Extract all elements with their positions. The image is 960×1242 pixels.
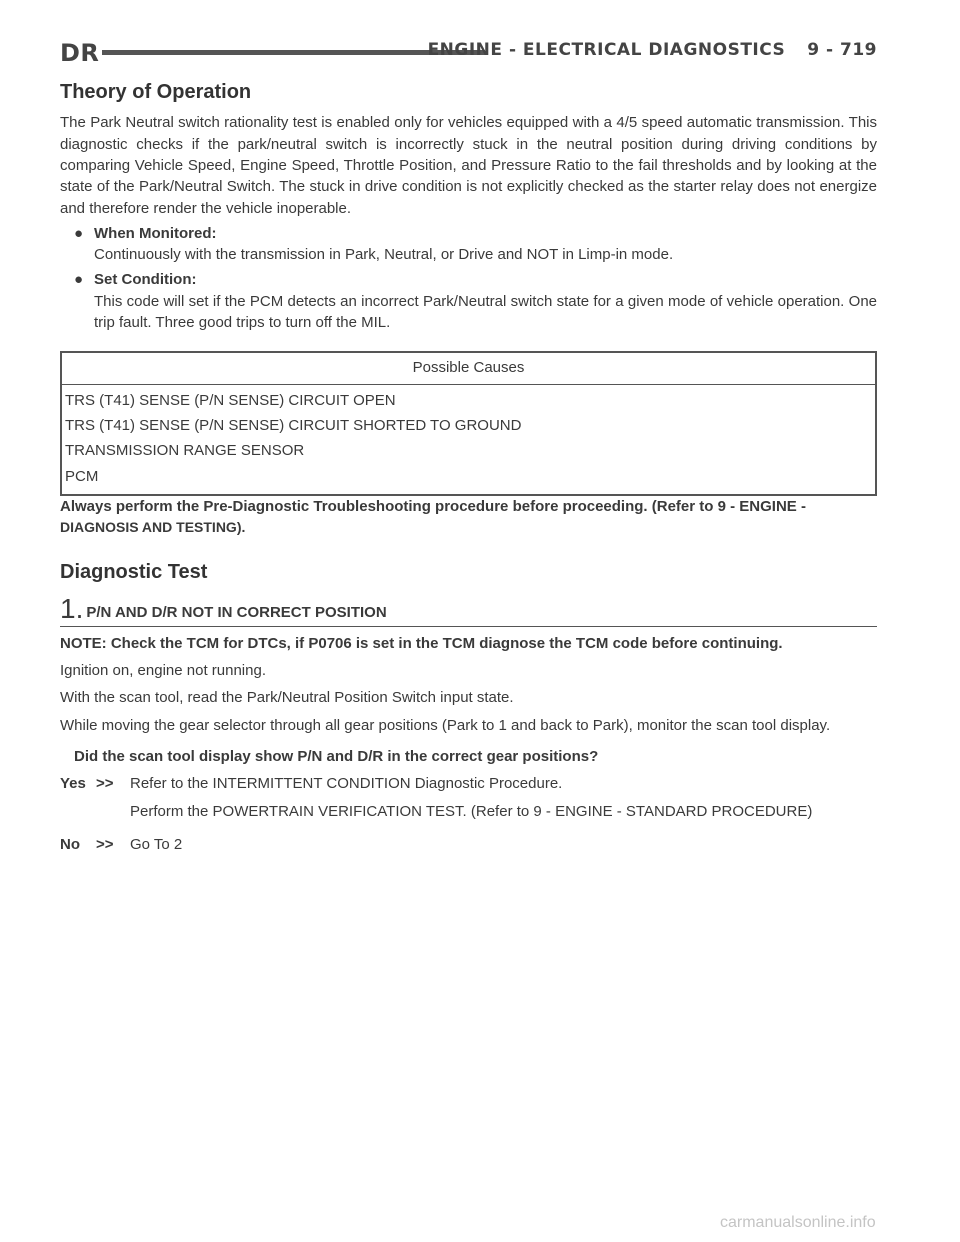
- page-header: [60, 36, 877, 67]
- answer-label: No: [60, 835, 80, 853]
- bullet-title: When Monitored:: [94, 224, 217, 242]
- step-title: P/N AND D/R NOT IN CORRECT POSITION: [86, 603, 387, 621]
- answer-arrow: >>: [96, 775, 114, 793]
- causes-header: Possible Causes: [62, 353, 875, 384]
- step-header: [60, 592, 877, 627]
- cause-item: TRS (T41) SENSE (P/N SENSE) CIRCUIT SHORTED TO GROUND: [65, 416, 522, 434]
- diagnostic-question: Did the scan tool display show P/N and D/R in the correct gear positions?: [74, 748, 599, 766]
- bullet-icon: ●: [74, 224, 84, 242]
- causes-list: [62, 385, 875, 494]
- answer-label: Yes: [60, 775, 86, 793]
- answer-arrow: >>: [96, 835, 114, 853]
- bullet-icon: ●: [74, 271, 84, 289]
- answer-line: Refer to the INTERMITTENT CONDITION Diagnostic Procedure.: [130, 775, 563, 793]
- page-content: [60, 78, 877, 861]
- bullet-text: This code will set if the PCM detects an incorrect Park/Neutral switch state for a given mode of vehicle operation. One trip fault. Three good trips to turn off the MIL.: [94, 292, 877, 332]
- bullet-item: [60, 269, 877, 333]
- theory-paragraph: The Park Neutral switch rationality test is enabled only for vehicles equipped with a 4/5 speed automatic transmission. This diagnostic checks if the park/neutral switch is incorrectly stuck in the neutral position during driving conditions by comparing Vehicle Speed, Engine Speed, Throttle Position, and Pressure Ratio to the fail thresholds and by looking at the state of the Park/Neutral Switch. The stuck in drive condition is not explicitly checked as the starter relay does not energize and therefore render the vehicle inoperable.: [60, 114, 877, 217]
- header-title: [428, 38, 877, 62]
- cause-item: TRS (T41) SENSE (P/N SENSE) CIRCUIT OPEN: [65, 391, 396, 409]
- diagnostic-heading: Diagnostic Test: [60, 561, 208, 584]
- step-number: 1.: [60, 592, 84, 624]
- instruction: While moving the gear selector through all gear positions (Park to 1 and back to Park), monitor the scan tool display.: [60, 716, 831, 734]
- bullet-item: [60, 223, 877, 266]
- bullet-text: Continuously with the transmission in Park, Neutral, or Drive and NOT in Limp-in mode.: [94, 246, 674, 264]
- tcm-note: NOTE: Check the TCM for DTCs, if P0706 is set in the TCM diagnose the TCM code before continuing.: [60, 634, 783, 652]
- cause-item: PCM: [65, 467, 99, 485]
- cause-item: TRANSMISSION RANGE SENSOR: [65, 442, 305, 460]
- theory-heading: Theory of Operation: [60, 81, 252, 103]
- possible-causes-table: [60, 351, 877, 495]
- pre-diagnostic-note: [60, 496, 877, 539]
- bullet-title: Set Condition:: [94, 271, 197, 289]
- header-model-code: DR: [60, 39, 100, 67]
- instruction: With the scan tool, read the Park/Neutral Position Switch input state.: [60, 689, 514, 707]
- answer-line: Perform the POWERTRAIN VERIFICATION TEST. (Refer to 9 - ENGINE - STANDARD PROCEDURE): [130, 802, 813, 820]
- answer-yes: [60, 773, 877, 828]
- header-section-title: ENGINE - ELECTRICAL DIAGNOSTICS: [427, 40, 786, 60]
- instruction: Ignition on, engine not running.: [60, 662, 266, 680]
- answer-line: Go To 2: [130, 835, 183, 853]
- header-page-number: 9 - 719: [807, 40, 877, 60]
- answer-body: [130, 773, 812, 828]
- answer-body: [130, 834, 182, 861]
- answer-no: [60, 834, 877, 861]
- pre-diagnostic-note-main: Always perform the Pre-Diagnostic Troubleshooting procedure before proceeding. (Refer to 9 - ENGINE -: [60, 497, 806, 515]
- pre-diagnostic-note-cont: DIAGNOSIS AND TESTING).: [60, 519, 246, 536]
- watermark: carmanualsonline.info: [720, 1214, 876, 1231]
